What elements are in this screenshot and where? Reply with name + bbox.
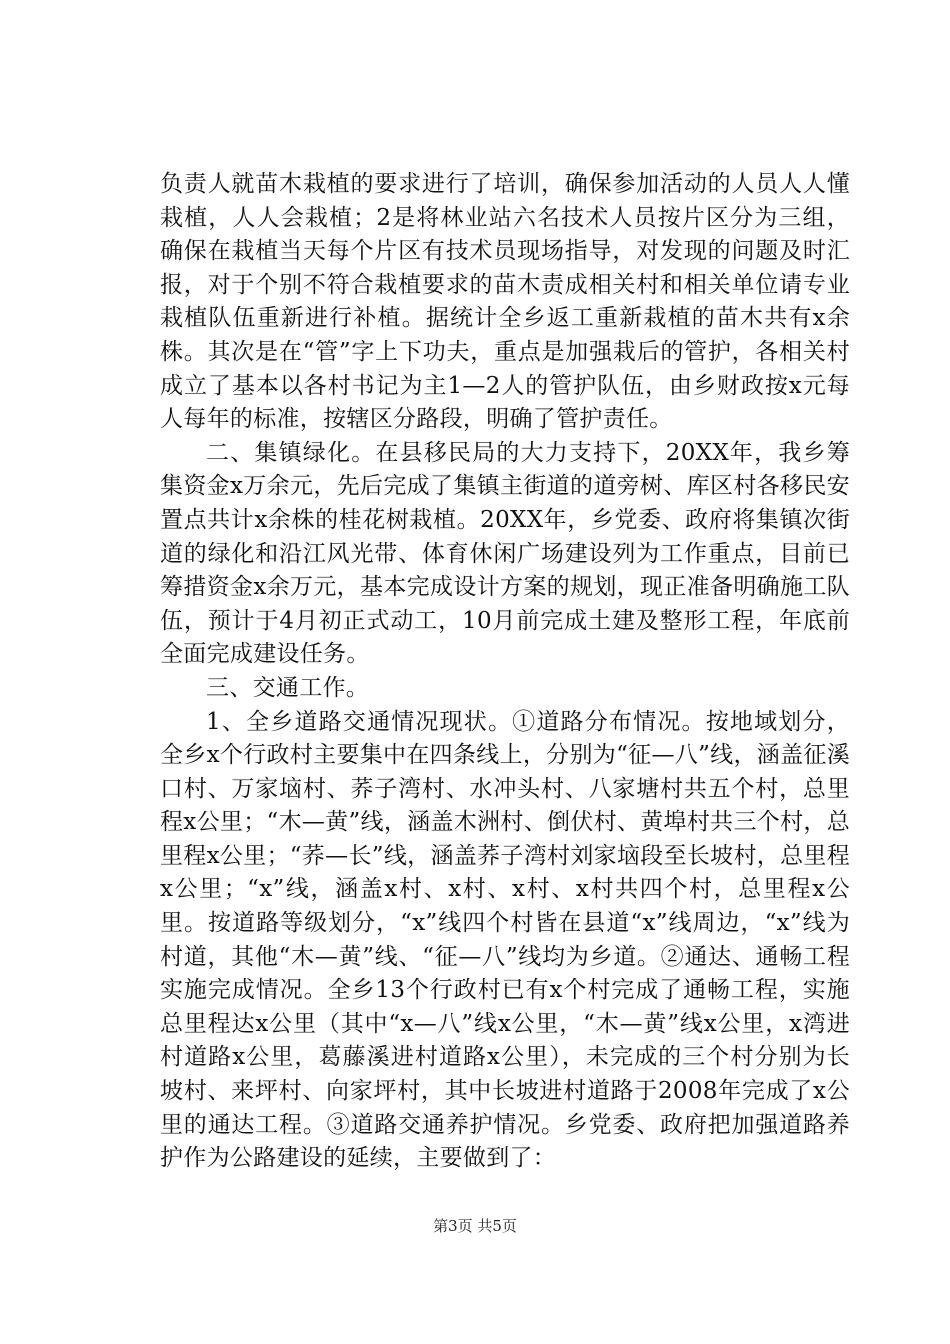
paragraph-continuation: 负责人就苗木栽植的要求进行了培训，确保参加活动的人员人人懂栽植，人人会栽植；2是将林业站六名技术人员按片区分为三组，确保在栽植当天每个片区有技术员现场指导，对发现的问题及时汇报，对于个别不符合栽植要求的苗木责成相关村和相关单位请专业栽植队伍重新进行补植。据统计全乡返工重新栽植的苗木共有x余株。其次是在“管”字上下功夫，重点是加强栽后的管护，各相关村成立了基本以各村书记为主1—2人的管护队伍，由乡财政按x元每人每年的标准，按辖区分路段，明确了管护责任。 bbox=[160, 171, 850, 433]
document-body bbox=[160, 168, 850, 1176]
paragraph-section-two: 二、集镇绿化。在县移民局的大力支持下，20XX年，我乡筹集资金x万余元，先后完成了集镇主街道的道旁树、库区村各移民安置点共计x余株的桂花树栽植。20XX年，乡党委、政府将集镇次街道的绿化和沿江风光带、体育休闲广场建设列为工作重点，目前已筹措资金x余万元，基本完成设计方案的规划，现正准备明确施工队伍，预计于4月初正式动工，10月前完成土建及整形工程，年底前全面完成建设任务。 bbox=[160, 439, 850, 668]
paragraph-section-three-heading: 三、交通工作。 bbox=[206, 674, 370, 701]
paragraph-traffic-status: 1、全乡道路交通情况现状。①道路分布情况。按地域划分，全乡x个行政村主要集中在四条线上，分别为“征—八”线，涵盖征溪口村、万家垴村、荞子湾村、水冲头村、八家塘村共五个村，总里程x公里；“木—黄”线，涵盖木洲村、倒伏村、黄埠村共三个村，总里程x公里；“荞—长”线，涵盖荞子湾村刘家垴段至长坡村，总里程x公里；“x”线，涵盖x村、x村、x村、x村共四个村，总里程x公里。按道路等级划分，“x”线四个村皆在县道“x”线周边，“x”线为村道，其他“木—黄”线、“征—八”线均为乡道。②通达、通畅工程实施完成情况。全乡13个行政村已有x个村完成了通畅工程，实施总里程达x公里（其中“x—八”线x公里，“木—黄”线x公里，x湾进村道路x公里，葛藤溪进村道路x公里），未完成的三个村分别为长坡村、来坪村、向家坪村，其中长坡进村道路于2008年完成了x公里的通达工程。③道路交通养护情况。乡党委、政府把加强道路养护作为公路建设的延续，主要做到了： bbox=[160, 708, 850, 1172]
page-footer: 第3页 共5页 bbox=[433, 1217, 517, 1235]
